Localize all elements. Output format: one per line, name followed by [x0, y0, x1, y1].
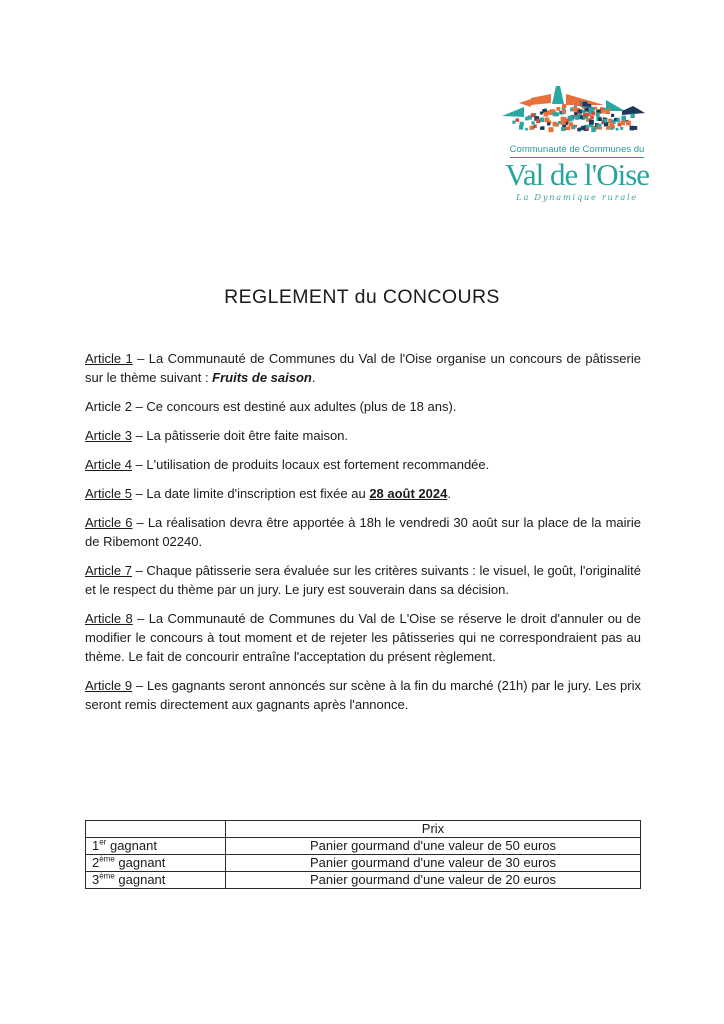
article-paragraph: [85, 349, 641, 387]
article-label: Article 7: [85, 563, 132, 578]
logo-village-icon: [498, 84, 656, 139]
article-paragraph: [85, 676, 641, 714]
article-paragraph: [85, 397, 641, 416]
article-label: Article 8: [85, 611, 133, 626]
articles-section: [85, 349, 641, 724]
article-paragraph: [85, 609, 641, 666]
page-title: REGLEMENT du CONCOURS: [224, 286, 500, 308]
article-paragraph: [85, 426, 641, 445]
rank-header-cell: [86, 821, 226, 838]
prize-table-header-row: [86, 821, 641, 838]
article-text: Fruits de saison: [212, 370, 312, 385]
winner-rank-cell: 3ème gagnant: [86, 872, 226, 889]
article-paragraph: [85, 513, 641, 551]
article-label: Article 3: [85, 428, 132, 443]
prize-table-row: [86, 855, 641, 872]
logo: [497, 84, 657, 203]
article-text: – Chaque pâtisserie sera évaluée sur les critères suivants : le visuel, le goût, l'originalité et le respect du thème par un jury. Le jury est souverain dans sa décision.: [85, 563, 641, 597]
logo-tagline: La Dynamique rurale: [516, 192, 638, 203]
article-text: Article 2 – Ce concours est destiné aux adultes (plus de 18 ans).: [85, 399, 457, 414]
article-text: – La date limite d'inscription est fixée au: [131, 486, 370, 501]
article-label: Article 1: [85, 351, 133, 366]
prize-cell: Panier gourmand d'une valeur de 30 euros: [226, 855, 641, 872]
article-label: Article 6: [85, 515, 133, 530]
rank-ordinal-suffix: ème: [99, 854, 115, 864]
article-text: .: [311, 370, 316, 385]
article-paragraph: [85, 484, 641, 503]
logo-org-line: Communauté de Communes du: [510, 144, 645, 158]
prize-table-row: [86, 872, 641, 889]
rank-ordinal-suffix: er: [99, 837, 107, 847]
article-text: 28 août 2024: [369, 486, 448, 501]
article-text: – L'utilisation de produits locaux est fortement recommandée.: [131, 457, 490, 472]
prize-cell: Panier gourmand d'une valeur de 50 euros: [226, 838, 641, 855]
article-text: – La réalisation devra être apportée à 18h le vendredi 30 août sur la place de la mairie de Ribemont 02240.: [85, 515, 641, 549]
article-label: Article 9: [85, 678, 133, 693]
prize-header-cell: Prix: [226, 821, 641, 838]
article-paragraph: [85, 561, 641, 599]
winner-rank-cell: 1er gagnant: [86, 838, 226, 855]
prize-table: [85, 820, 641, 889]
article-text: .: [447, 486, 451, 501]
logo-name: Val de l'Oise: [504, 157, 650, 192]
article-text: – La Communauté de Communes du Val de l'Oise organise un concours de pâtisserie sur le thème suivant :: [85, 351, 641, 385]
article-label: Article 5: [85, 486, 132, 501]
article-text: – Les gagnants seront annoncés sur scène à la fin du marché (21h) par le jury. Les prix seront remis directement aux gagnants après l'annonce.: [85, 678, 641, 712]
article-text: – La pâtisserie doit être faite maison.: [131, 428, 349, 443]
article-text: – La Communauté de Communes du Val de L'Oise se réserve le droit d'annuler ou de modifier le concours à tout moment et de rejeter les pâtisseries qui ne correspondraient pas au thème. Le fait de concourir entraîne l'acceptation du présent règlement.: [85, 611, 641, 664]
prize-cell: Panier gourmand d'une valeur de 20 euros: [226, 872, 641, 889]
rank-ordinal-suffix: ème: [99, 871, 115, 881]
winner-rank-cell: 2ème gagnant: [86, 855, 226, 872]
prize-table-row: [86, 838, 641, 855]
article-label: Article 4: [85, 457, 132, 472]
article-paragraph: [85, 455, 641, 474]
